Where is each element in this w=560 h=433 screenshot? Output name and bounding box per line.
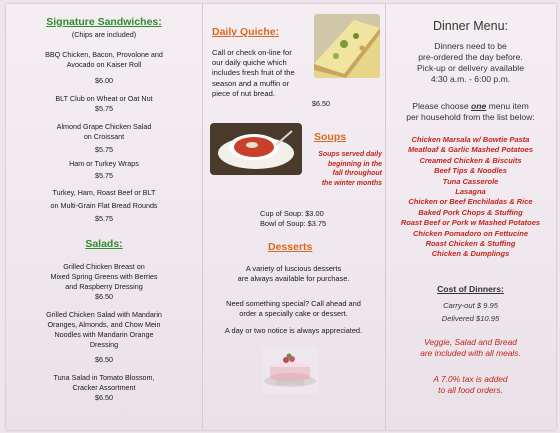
item-price: $5.75 bbox=[95, 171, 113, 180]
item-line: on Croissant bbox=[83, 132, 125, 141]
quiche-title: Daily Quiche: bbox=[212, 26, 280, 38]
item-line: Dressing bbox=[89, 340, 119, 349]
sandwiches-title: Signature Sandwiches: bbox=[46, 16, 162, 28]
note-line: to all food orders. bbox=[438, 384, 503, 395]
desc-line: A variety of luscious desserts bbox=[245, 264, 342, 273]
desc-line: season and a muffin or bbox=[212, 78, 290, 88]
desc-line: beginning in the bbox=[327, 160, 382, 168]
salads-title: Salads: bbox=[85, 238, 123, 250]
quiche-description bbox=[212, 48, 295, 99]
item-line: Avocado on Kaiser Roll bbox=[66, 60, 142, 69]
intro-line: Dinners need to be bbox=[434, 41, 507, 51]
item-line: Cracker Assortment bbox=[72, 383, 136, 392]
soup-photo bbox=[210, 123, 302, 175]
dinner-item: Tuna Casserole bbox=[442, 176, 499, 186]
sandwich-item bbox=[6, 122, 202, 155]
quiche-photo bbox=[314, 14, 380, 78]
item-price: $6.50 bbox=[95, 355, 113, 364]
column-sandwiches-salads bbox=[6, 4, 202, 430]
quiche-price: $6.50 bbox=[312, 99, 330, 108]
carryout-price: Carry-out $ 9.95 bbox=[443, 301, 498, 310]
item-price: $6.00 bbox=[95, 76, 113, 85]
desc-line: piece of nut bread. bbox=[212, 88, 275, 98]
item-price: $5.75 bbox=[95, 145, 113, 154]
dinner-item: Roast Beef or Pork w Mashed Potatoes bbox=[400, 218, 541, 228]
note-line: are included with all meals. bbox=[420, 347, 521, 358]
dinner-intro bbox=[385, 41, 556, 85]
item-price: $5.75 bbox=[95, 214, 113, 223]
item-line: BBQ Chicken, Bacon, Provolone and bbox=[45, 50, 163, 59]
item-line: Grilled Chicken Breast on bbox=[63, 262, 145, 271]
sandwiches-subtitle: (Chips are included) bbox=[71, 30, 137, 39]
item-line: Oranges, Almonds, and Chow Mein bbox=[47, 320, 161, 329]
choose-text: per household from the list below: bbox=[406, 112, 535, 122]
note-line: A 7.0% tax is added bbox=[433, 374, 508, 384]
desc-line: are always available for purchase. bbox=[237, 274, 350, 284]
item-line: Mixed Spring Greens with Berries bbox=[50, 272, 158, 281]
soups-title: Soups bbox=[314, 131, 347, 143]
cost-title: Cost of Dinners: bbox=[437, 284, 504, 294]
cake-photo bbox=[262, 347, 318, 393]
intro-line: Pick-up or delivery available bbox=[417, 63, 524, 73]
desc-line: Need something special? Call ahead and bbox=[226, 299, 361, 308]
desserts-para-3: A day or two notice is always appreciated. bbox=[224, 326, 363, 335]
dinner-item: Baked Pork Chops & Stuffing bbox=[418, 207, 523, 217]
item-line: and Raspberry Dressing bbox=[65, 282, 143, 291]
note-line: Veggie, Salad and Bread bbox=[424, 337, 517, 347]
desc-line: our daily quiche which bbox=[212, 58, 287, 68]
dinner-item: Beef Tips & Noodles bbox=[434, 166, 507, 176]
sandwich-item bbox=[6, 50, 202, 86]
bowl-price: Bowl of Soup: $3.75 bbox=[260, 219, 327, 228]
dinner-item: Meatloaf & Garlic Mashed Potatoes bbox=[407, 145, 534, 155]
item-line: Grilled Chicken Salad with Mandarin bbox=[46, 310, 162, 319]
cup-price: Cup of Soup: $3.00 bbox=[260, 209, 324, 218]
desserts-para-2 bbox=[202, 299, 385, 319]
sandwich-item bbox=[6, 159, 202, 181]
item-line: Tuna Salad in Tomato Blossom, bbox=[53, 373, 155, 382]
salad-item bbox=[6, 373, 202, 403]
dinner-item: Chicken Marsala w/ Bowtie Pasta bbox=[411, 135, 530, 144]
dinner-items-list bbox=[385, 135, 556, 260]
desc-line: order a specially cake or dessert. bbox=[239, 309, 348, 319]
item-price: $6.50 bbox=[95, 292, 113, 301]
choose-instruction bbox=[385, 101, 556, 123]
item-line: BLT Club on Wheat or Oat Nut bbox=[55, 94, 153, 103]
dinner-item: Lasagna bbox=[455, 187, 486, 197]
dinner-item: Roast Chicken & Stuffing bbox=[425, 239, 516, 249]
item-price: $5.75 bbox=[95, 104, 113, 113]
desc-line: fall throughout bbox=[332, 170, 382, 178]
desc-line: Call or check on-line for bbox=[212, 48, 292, 57]
dinner-item: Chicken & Dumplings bbox=[431, 249, 510, 259]
desserts-para-1 bbox=[202, 264, 385, 284]
desc-line: Soups served daily bbox=[318, 151, 382, 158]
choose-emphasis: one bbox=[470, 101, 487, 111]
sandwich-item bbox=[6, 188, 202, 224]
soup-prices bbox=[260, 209, 326, 229]
dinner-item: Creamed Chicken & Biscuits bbox=[419, 155, 522, 165]
salad-item bbox=[6, 262, 202, 302]
intro-line: 4:30 a.m. - 6:00 p.m. bbox=[430, 74, 511, 84]
sandwich-item bbox=[6, 94, 202, 114]
soups-description bbox=[302, 150, 382, 188]
dinner-item: Chicken or Beef Enchiladas & Rice bbox=[408, 197, 533, 207]
dinner-item: Chicken Pomadoro on Fettucine bbox=[412, 228, 528, 238]
item-price: $6.50 bbox=[95, 393, 113, 402]
item-line: Ham or Turkey Wraps bbox=[69, 159, 139, 168]
desc-line: includes fresh fruit of the bbox=[212, 68, 295, 78]
column-dinner-menu bbox=[385, 4, 556, 430]
choose-text: menu item bbox=[486, 101, 529, 111]
column-quiche-soups-desserts bbox=[202, 4, 385, 430]
desserts-title: Desserts bbox=[268, 241, 313, 253]
intro-line: pre-ordered the day before. bbox=[418, 52, 523, 62]
menu-sheet bbox=[6, 4, 556, 430]
delivered-price: Delivered $10.95 bbox=[441, 314, 500, 323]
item-line: Turkey, Ham, Roast Beef or BLT bbox=[52, 188, 156, 197]
dinner-title: Dinner Menu: bbox=[432, 19, 509, 33]
choose-text: Please choose bbox=[412, 101, 471, 111]
included-note bbox=[385, 337, 556, 358]
salad-item bbox=[6, 310, 202, 365]
desc-line: the winter months bbox=[321, 179, 382, 187]
item-line: on Multi-Grain Flat Bread Rounds bbox=[50, 201, 158, 210]
item-line: Noodles with Mandarin Orange bbox=[54, 330, 154, 339]
tax-note bbox=[385, 374, 556, 395]
item-line: Almond Grape Chicken Salad bbox=[56, 122, 152, 131]
